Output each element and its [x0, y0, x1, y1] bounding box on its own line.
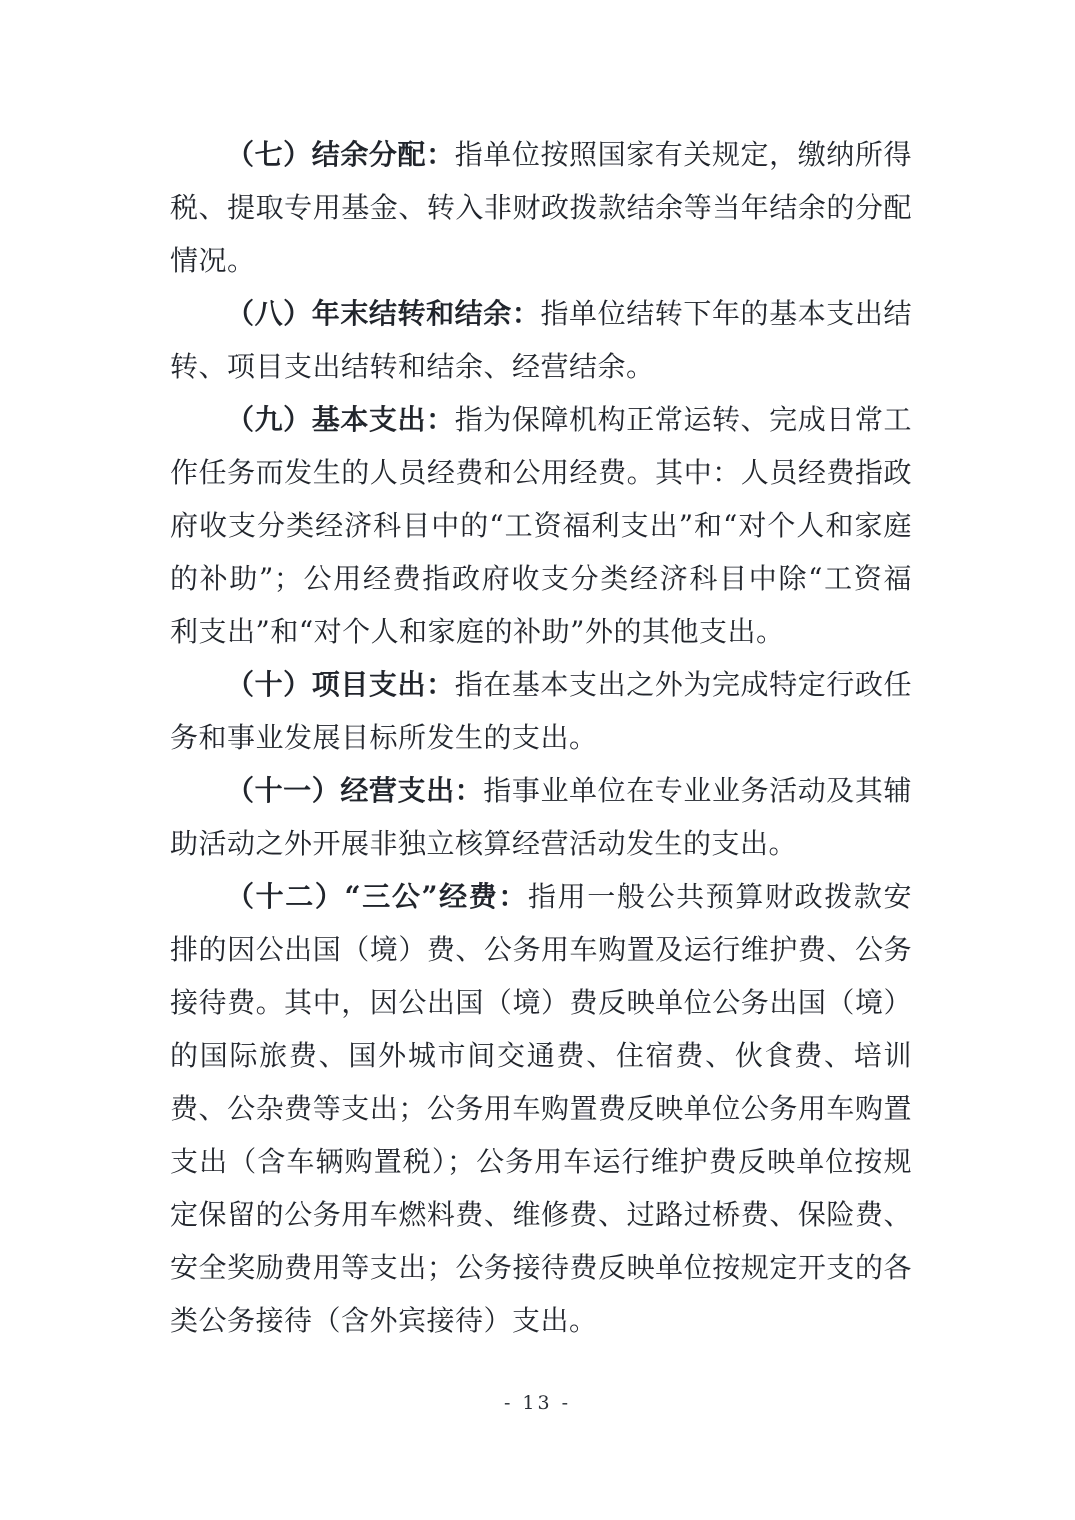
paragraph-body-text: 指单位结转下年的基本支出结转、项目支出结转和结余、经营结余。	[170, 297, 912, 383]
page-number: - 13 -	[503, 1392, 572, 1414]
paragraph-body-text: 指事业单位在专业业务活动及其辅助活动之外开展非独立核算经营活动发生的支出。	[170, 774, 912, 860]
paragraph-heading: （九）基本支出：	[226, 403, 455, 436]
paragraph-heading: （十一）经营支出：	[226, 774, 484, 807]
paragraph-heading: （七）结余分配：	[226, 138, 455, 171]
paragraph-three-public-funds	[170, 870, 912, 1347]
paragraph-year-end-carryover	[170, 287, 912, 393]
paragraph-surplus-distribution	[170, 128, 912, 287]
paragraph-body-text: 指单位按照国家有关规定，缴纳所得税、提取专用基金、转入非财政拨款结余等当年结余的分配情况。	[170, 138, 912, 277]
paragraph-project-expenditure	[170, 658, 912, 764]
paragraph-heading: （十）项目支出：	[226, 668, 455, 701]
document-body	[170, 128, 912, 1347]
paragraph-heading: （十二）“三公”经费：	[226, 880, 529, 913]
paragraph-basic-expenditure	[170, 393, 912, 658]
paragraph-heading: （八）年末结转和结余：	[226, 297, 541, 330]
paragraph-operating-expenditure	[170, 764, 912, 870]
paragraph-body-text: 指在基本支出之外为完成特定行政任务和事业发展目标所发生的支出。	[170, 668, 912, 754]
paragraph-body-text: 指为保障机构正常运转、完成日常工作任务而发生的人员经费和公用经费。其中：人员经费指政府收支分类经济科目中的“工资福利支出”和“对个人和家庭的补助”；公用经费指政府收支分类经济科目中除“工资福利支出”和“对个人和家庭的补助”外的其他支出。	[170, 403, 912, 648]
paragraph-body-text: 指用一般公共预算财政拨款安排的因公出国（境）费、公务用车购置及运行维护费、公务接待费。其中，因公出国（境）费反映单位公务出国（境）的国际旅费、国外城市间交通费、住宿费、伙食费、培训费、公杂费等支出；公务用车购置费反映单位公务用车购置支出（含车辆购置税）；公务用车运行维护费反映单位按规定保留的公务用车燃料费、维修费、过路过桥费、保险费、安全奖励费用等支出；公务接待费反映单位按规定开支的各类公务接待（含外宾接待）支出。	[170, 880, 912, 1337]
